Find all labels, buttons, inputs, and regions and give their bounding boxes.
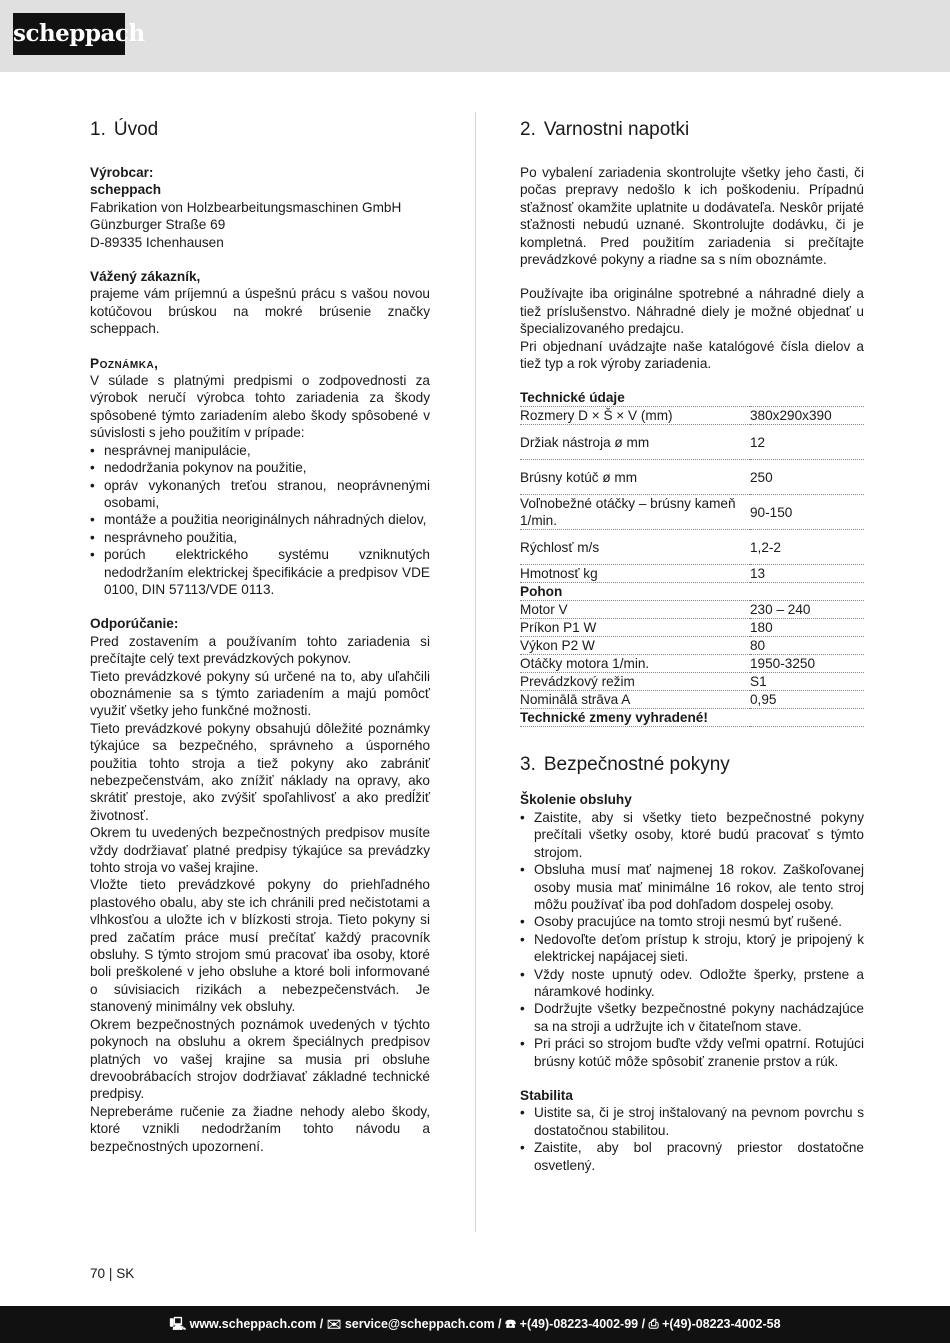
recommend-paragraph: Pred zostavením a používaním tohto zariadenia si prečítajte celý text prevádzkových pokynov. [90, 633, 430, 667]
table-row: Voľnobežné otáčky – brúsny kameň 1/min. 90-150 [520, 495, 864, 530]
page-number: 70 | SK [90, 1266, 135, 1281]
fax-number: +(49)-08223-4002-58 [662, 1317, 781, 1331]
mail-icon: ✉ [326, 1317, 342, 1331]
list-item: • Uistite sa, či je stroj inštalovaný na pevnom povrchu s dostatočnou stabilitou. [520, 1104, 864, 1139]
scheppach-logo: scheppach [13, 13, 125, 55]
email-link[interactable]: service@scheppach.com [344, 1317, 495, 1331]
fax-icon: ⎙ [648, 1317, 659, 1331]
table-row: Držiak nástroja ø mm 12 [520, 425, 864, 460]
table-row: Otáčky motora 1/min. 1950-3250 [520, 655, 864, 673]
section-heading-intro: 1. Úvod [90, 119, 159, 140]
recommend-paragraph: Okrem bezpečnostných poznámok uvedených v týchto pokynoch na obsluhu a okrem špeciálnych predpisov platných vo vašej krajine sa musia pri obsluhe drevoobrábacích strojov dodržiavať základné technické predpisy. [90, 1016, 430, 1102]
note-label: Poznámka, [90, 355, 159, 371]
table-row: Motor V 230 – 240 [520, 601, 864, 619]
section-heading-safety-instructions: 3. Bezpečnostné pokyny [520, 754, 730, 776]
section-heading-safety-notes: 2. Varnostni napotki [520, 119, 690, 140]
manufacturer-name: scheppach [90, 182, 162, 198]
note-text: V súlade s platnými predpismi o zodpovednosti za výrobok neručí výrobca tohto zariadenia za škody spôsobené týmto zariadením alebo škody spôsobené v súvislosti s jeho použitím v prípade: [90, 373, 430, 441]
stability-label: Stabilita [520, 1087, 573, 1103]
list-item: • Pri práci so strojom buďte vždy veľmi opatrní. Rotujúci brúsny kotúč môže spôsobiť zranenie prstov a rúk. [520, 1035, 864, 1070]
monitor-icon: 🖳 [169, 1317, 187, 1331]
ordering-paragraph: Pri objednaní uvádzajte naše katalógové čísla dielov a tiež typ a rok výroby zariadenia. [520, 338, 864, 372]
list-item: • Zaistite, aby bol pracovný priestor dostatočne osvetlený. [520, 1139, 864, 1174]
drive-title: Pohon [520, 583, 864, 601]
phone-icon: ☎ [505, 1317, 517, 1331]
tech-data-title: Technické údaje [520, 389, 864, 407]
phone-number: +(49)-08223-4002-99 [519, 1317, 639, 1331]
list-item: • Zaistite, aby si všetky tieto bezpečnostné pokyny prečítali všetky osoby, ktoré budú pracovať s týmto strojom. [520, 809, 864, 861]
table-row: Príkon P1 W 180 [520, 619, 864, 637]
page-footer: 🖳 www.scheppach.com / ✉ service@scheppach.com / ☎ +(49)-08223-4002-99 / ⎙ +(49)-08223-4002-58 [0, 1306, 950, 1343]
table-row: Výkon P2 W 80 [520, 637, 864, 655]
manufacturer-line: Fabrikation von Holzbearbeitungsmaschinen GmbH [90, 199, 402, 215]
left-column [90, 118, 430, 1155]
customer-label: Vážený zákazník, [90, 269, 201, 285]
page-header [0, 0, 950, 72]
manufacturer-line: Günzburger Straße 69 [90, 217, 226, 233]
list-item: • montáže a použitia neoriginálnych náhradných dielov, [90, 511, 430, 528]
recommend-paragraph: Vložte tieto prevádzkové pokyny do priehľadného plastového obalu, aby ste ich chránili pred nečistotami a vlhkosťou a uložte ich v blízkosti stroja. Tieto pokyny si pred začatím práce musí prečítať každý pracovník obsluhy. S týmto strojom smú pracovať iba osoby, ktoré boli preškolené v jeho obsluhe a ktoré boli informované o súvisiacich rizikách a nebezpečenstvách. Je stanovený minimálny vek obsluhy. [90, 877, 430, 1015]
recommend-paragraph: Nepreberáme ručenie za žiadne nehody alebo škody, ktoré vznikli nedodržaním tohto návodu a bezpečnostných upozornení. [90, 1103, 430, 1154]
training-list [520, 809, 864, 1070]
list-item: • nesprávnej manipulácie, [90, 442, 430, 459]
table-row: Prevádzkový režim S1 [520, 673, 864, 691]
list-item: • opráv vykonaných treťou stranou, neoprávnenými osobami, [90, 477, 430, 512]
recommend-paragraph: Tieto prevádzkové pokyny sú určené na to, aby uľahčili oboznámenie sa s týmto zariadením a majú pomôcť využiť všetky jeho funkčné možnosti. [90, 668, 430, 719]
column-divider [475, 112, 476, 1232]
list-item: • Obsluha musí mať najmenej 18 rokov. Zaškoľovanej osoby musia mať minimálne 16 rokov, ale tento stroj môžu používať iba pod dohľadom dospelej osoby. [520, 861, 864, 913]
recommend-label: Odporúčanie: [90, 616, 179, 632]
unpacking-paragraph: Po vybalení zariadenia skontrolujte všetky jeho časti, či počas prepravy nedošlo k ich poškodeniu. Prípadnú sťažnosť okamžite uplatnite u dodávateľa. Neskôr prijaté sťažnosti nebudú uznané. Skontrolujte dodávku, či je kompletná. Pred použitím zariadenia si prečítajte prevádzkové pokyny a riadne sa s ním oboznámte. [520, 165, 864, 268]
training-label: Školenie obsluhy [520, 792, 632, 808]
table-row: Brúsny kotúč ø mm 250 [520, 460, 864, 495]
list-item: • nedodržania pokynov na použitie, [90, 459, 430, 476]
stability-list [520, 1104, 864, 1174]
note-list [90, 442, 430, 599]
recommend-paragraph: Tieto prevádzkové pokyny obsahujú dôležité poznámky týkajúce sa bezpečného, správneho a úsporného použitia tohto stroja a tiež pokyny ako zabrániť nebezpečenstvám, ako znížiť náklady na opravy, ako skrátiť prestoje, ako zvýšiť spoľahlivosť a ako predĺžiť životnosť. [90, 720, 430, 823]
spare-parts-paragraph: Používajte iba originálne spotrebné a náhradné diely a tiež príslušenstvo. Náhradné diely je možné objednať u špecializovaného predajcu. [520, 286, 864, 337]
recommend-paragraph: Okrem tu uvedených bezpečnostných predpisov musíte vždy dodržiavať platné predpisy týkajúce sa prevádzky tohto stroja vo vašej krajine. [90, 825, 430, 876]
list-item: • nesprávneho použitia, [90, 529, 430, 546]
list-item: • Vždy noste upnutý odev. Odložte šperky, prstene a náramkové hodinky. [520, 966, 864, 1001]
manufacturer-line: D-89335 Ichenhausen [90, 234, 224, 250]
technical-data-table [520, 389, 864, 727]
list-item: • porúch elektrického systému vzniknutých nedodržaním elektrickej špecifikácie a predpisov VDE 0100, DIN 57113/VDE 0113. [90, 546, 430, 598]
table-row: Rozmery D × Š × V (mm) 380x290x390 [520, 407, 864, 425]
right-column [520, 118, 864, 1174]
tech-note: Technické zmeny vyhradené! [520, 709, 864, 727]
manufacturer-label: Výrobcar: [90, 165, 154, 180]
list-item: • Nedovoľte deťom prístup k stroju, ktorý je pripojený k elektrickej napájacej sieti. [520, 931, 864, 966]
table-row: Nominālā strāva A 0,95 [520, 691, 864, 709]
website-link[interactable]: www.scheppach.com [189, 1317, 317, 1331]
table-row: Rýchlosť m/s 1,2-2 [520, 530, 864, 565]
list-item: • Dodržujte všetky bezpečnostné pokyny nachádzajúce sa na stroji a udržujte ich v čitateľnom stave. [520, 1000, 864, 1035]
table-row: Hmotnosť kg 13 [520, 565, 864, 583]
list-item: • Osoby pracujúce na tomto stroji nesmú byť rušené. [520, 913, 864, 930]
customer-text: prajeme vám príjemnú a úspešnú prácu s vašou novou kotúčovou brúskou na mokré brúsenie značky scheppach. [90, 286, 430, 337]
